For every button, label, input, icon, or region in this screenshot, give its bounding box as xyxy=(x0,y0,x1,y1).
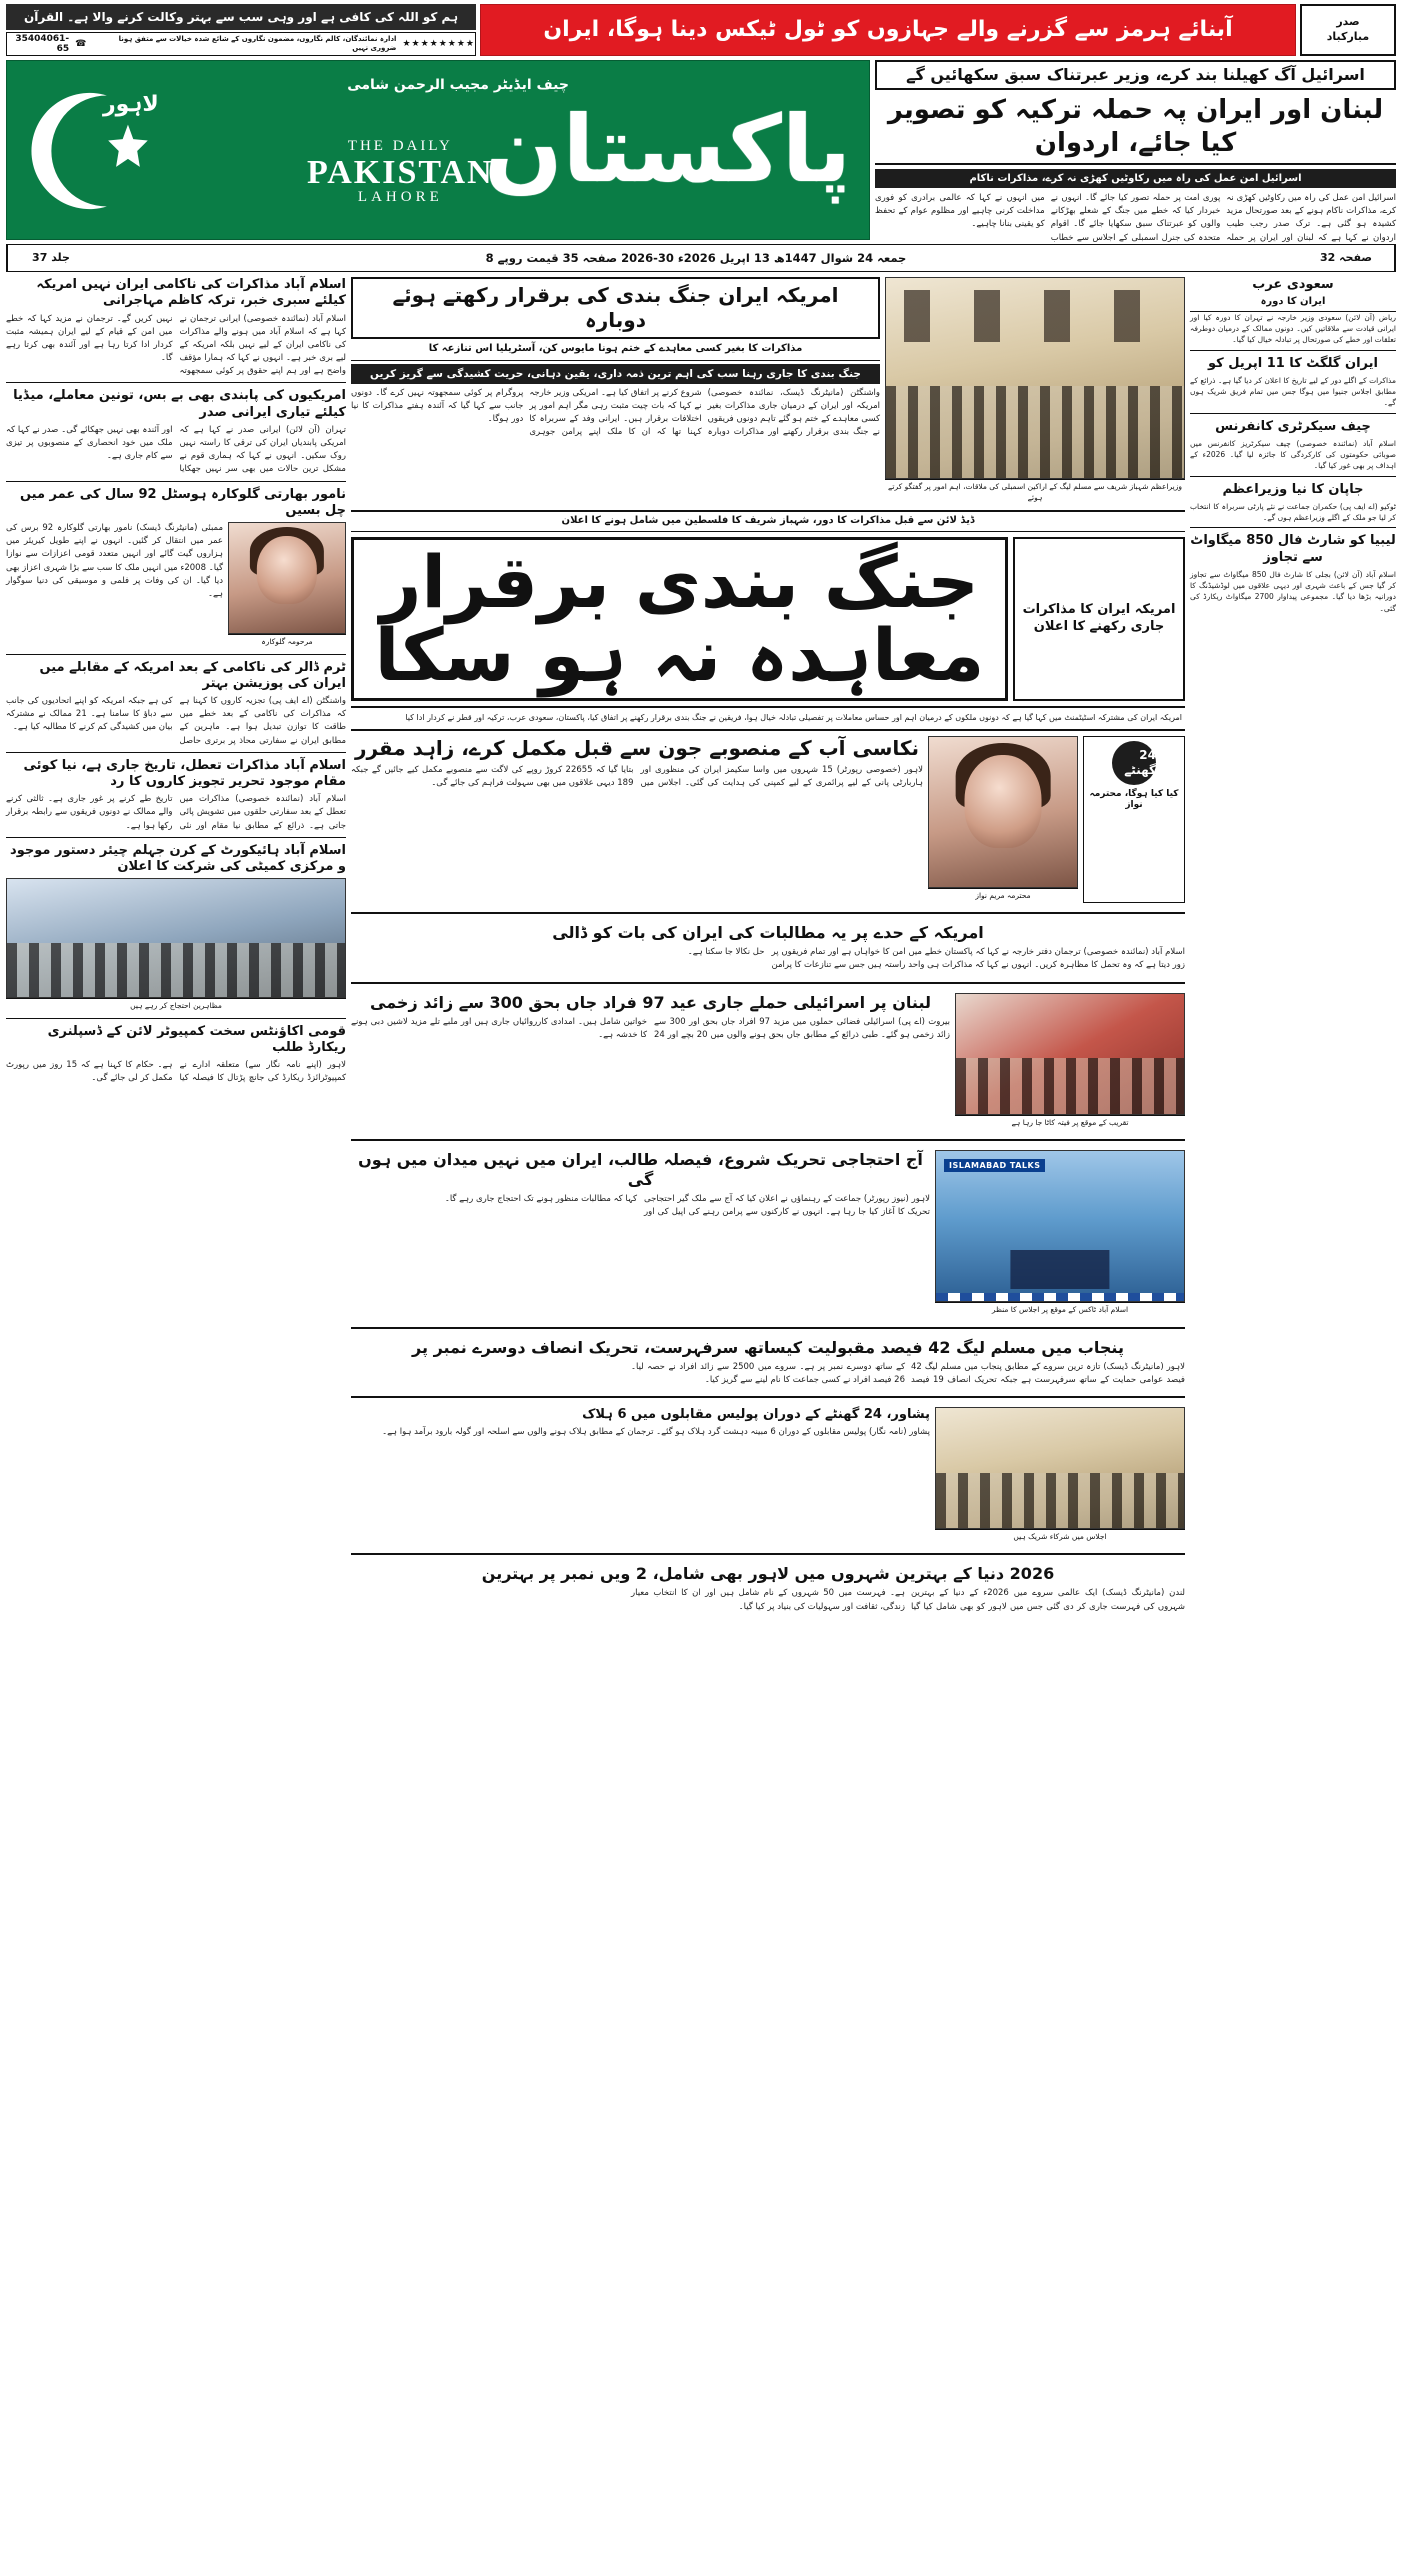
mega-headline-block xyxy=(351,537,1185,702)
lead-left-subhead: اسرائیل امن عمل کی راہ میں رکاوٹیں کھڑی نہ کرے، مذاکرات ناکام xyxy=(875,169,1396,188)
summit-logo: ISLAMABAD TALKS xyxy=(944,1159,1045,1172)
article-body: اسلام آباد (نمائندہ خصوصی) مذاکرات میں تعطل کے بعد سفارتی حلقوں میں تشویش پائی جاتی ہے۔ ذرائع کے مطابق نیا مقام اور نئی تاریخ طے کرنے پر غور جاری ہے۔ ثالثی کرنے والے ممالک نے دونوں فریقوں سے رابطہ برقرار رکھا ہوا ہے۔ xyxy=(6,794,346,831)
lebanon-block xyxy=(351,993,1185,1131)
masthead xyxy=(6,60,870,240)
lead-main-subkicker: مذاکرات کا بغیر کسی معاہدے کے ختم ہونا مایوس کن، آسٹریلیا اس تنازعہ کا xyxy=(351,339,880,361)
article-headline: سعودی عرب xyxy=(1252,277,1334,292)
mid-two-up xyxy=(351,923,1185,972)
article-body: تہران (آن لائن) ایرانی صدر نے کہا ہے کہ امریکی پابندیاں ایران کی ترقی کا راستہ نہیں روک سکیں۔ انہوں نے کہا کہ ہماری قوم نے مشکل ترین حالات میں بھی سر نہیں جھکایا اور آئندہ بھی نہیں جھکائے گی۔ صدر نے کہا کہ ملک میں خود انحصاری کے منصوبوں پر تیزی سے کام جاری ہے۔ xyxy=(6,424,346,475)
stars-decoration: ★★★★★★★★ xyxy=(402,39,475,49)
article-body: اسلام آباد (نمائندہ خصوصی) چیف سیکرٹریز کانفرنس میں صوبائی حکومتوں کی کارکردگی کا جائزہ لیا گیا۔ 2026ء کے اہداف پر بھی غور کیا گیا۔ xyxy=(1190,438,1396,471)
article-headline: لبنان پر اسرائیلی حملے جاری عید 97 فراد جاں بحق 300 سے زائد زخمی xyxy=(370,992,931,1012)
article-headline: نامور بھارتی گلوکارہ ہوسٹل 92 سال کی عمر میں چل بسیں xyxy=(19,486,346,518)
kalma-text: ہم کو اللہ کی کافی ہے اور وہی سب سے بہتر وکالت کرنے والا ہے۔ القرآن xyxy=(6,4,476,30)
photo-table xyxy=(935,1407,1185,1529)
photo-detail xyxy=(956,1058,1184,1113)
president-sub: مبارکباد xyxy=(1326,30,1370,43)
photo-protest xyxy=(6,878,346,998)
article-libya xyxy=(1190,533,1396,618)
article-saudi-arab xyxy=(1190,277,1396,351)
page-count: صفحہ 32 xyxy=(1298,245,1395,271)
badge-24-hours: 24 گھنٹے xyxy=(1112,741,1156,785)
volume-number: جلد 37 xyxy=(7,245,94,271)
lead-top-block xyxy=(351,277,1185,505)
article-body: لندن (مانیٹرنگ ڈیسک) ایک عالمی سروے میں 2026ء کے دنیا کے بہترین شہروں کی فہرست جاری کر دی گئی جس میں لاہور کو بھی شامل کیا گیا ہے۔ فہرست میں 50 شہروں کے نام شامل ہیں اور ان کا انتخاب معیار زندگی، ثقافت اور سہولیات کی بنیاد پر کیا گیا۔ xyxy=(631,1588,1185,1612)
main-grid xyxy=(6,277,1396,1614)
contact-bar xyxy=(6,32,476,56)
right-column xyxy=(6,277,346,1614)
photo-detail xyxy=(7,943,345,997)
article-saudi-arabia xyxy=(6,388,346,481)
article-subhead: ایران کا دورہ xyxy=(1190,296,1396,312)
article-body: لاہور (نیوز رپورٹر) جماعت کے رہنماؤں نے اعلان کیا کہ آج سے ملک گیر احتجاجی تحریک کا آغاز کیا جا رہا ہے۔ انہوں نے کارکنوں سے پرامن رہنے کی اپیل کی اور کہا کہ مطالبات منظور ہونے تک احتجاج جاری رہے گا۔ xyxy=(444,1194,930,1218)
lead-left-kicker: اسرائیل آگ کھیلنا بند کرے، وزیر عبرتناک سبق سکھائیں گے xyxy=(875,60,1396,90)
date-bar xyxy=(6,244,1396,272)
photo-singer xyxy=(228,522,346,634)
article-today-11-april xyxy=(1190,356,1396,414)
article-body: اسلام آباد (نمائندہ خصوصی) ایرانی ترجمان نے کہا ہے کہ اسلام آباد میں ہونے والے مذاکرات کی ناکامی ایران کے لیے نہیں بلکہ امریکہ کے لیے بری خبر ہے۔ انہوں نے کہا کہ ہمارا مؤقف واضح ہے اور ہم اپنے حقوق پر کوئی سمجھوتہ نہیں کریں گے۔ ترجمان نے مزید کہا کہ خطے میں امن کے قیام کے لیے ایران ہمیشہ مثبت کردار ادا کرتا رہا ہے اور آئندہ بھی کرتا رہے گا۔ xyxy=(6,313,346,377)
photo-detail xyxy=(1010,1250,1109,1289)
article-body: پشاور (نامہ نگار) پولیس مقابلوں کے دوران 6 مبینہ دہشت گرد ہلاک ہو گئے۔ ترجمان کے مطابق ہلاک ہونے والوں سے اسلحہ اور گولہ بارود برآمد ہوا ہے۔ xyxy=(382,1427,930,1438)
masthead-daily-label: THE DAILY xyxy=(347,138,453,154)
article-headline: ٹرم ڈالر کی ناکامی کے بعد امریکہ کے مقابلے میں ایران کی پوزیشن بہتر xyxy=(39,659,346,691)
article-headline: امریکیوں کی پابندی بھی بے بس، تونین معاملے، میڈیا کیلئے تیاری ایرانی صدر xyxy=(13,388,346,420)
disclaimer-text: ادارہ نمائندگان، کالم نگاروں، مضمون نگاروں کے شائع شدہ خیالات سے متفق ہونا ضروری نہیں xyxy=(118,35,397,52)
article-body: ریاض (آن لائن) سعودی وزیر خارجہ نے تہران کا دورہ کیا اور ایرانی قیادت سے ملاقاتیں کیں۔ دونوں ممالک کے درمیان دوطرفہ تعلقات اور خطے کی صورتحال پر تبادلہ خیال کیا گیا۔ xyxy=(1190,312,1396,345)
lead-left-headline: لبنان اور ایران پہ حملہ ترکیہ کو تصویر کیا جائے، اردوان xyxy=(875,94,1396,165)
mega-overline: ڈیڈ لائن سے قبل مذاکرات کا دور، شہباز شریف کا فلسطین میں شامل ہونے کا اعلان xyxy=(351,510,1185,532)
article-body: اسلام آباد (آن لائن) بجلی کا شارٹ فال 850 میگاواٹ سے تجاوز کر گیا جس کے باعث شہری اور دیہی علاقوں میں لوڈشیڈنگ کا دورانیہ بڑھا دیا گیا۔ مجموعی پیداوار 2700 میگاواٹ ریکارڈ کی گئی۔ xyxy=(1190,569,1397,613)
photo-ceremony xyxy=(955,993,1185,1115)
maryam-block xyxy=(351,736,1185,904)
mega-side-headline: امریکہ ایران کا مذاکرات جاری رکھنے کا اعلان xyxy=(1013,537,1185,702)
article-peshawar xyxy=(351,1407,930,1545)
photo-caption: مرحومہ گلوکارہ xyxy=(228,634,346,650)
kalma-block xyxy=(6,4,476,56)
lead-left-body: اسرائیل امن عمل کی راہ میں رکاوٹیں کھڑی نہ کرے، مذاکرات ناکام ہونے کے بعد صورتحال مزید کشیدہ ہو گئی ہے۔ ترک صدر رجب طیب اردوان نے کہا ہے کہ لبنان اور ایران پر حملہ پوری امت پر حملہ تصور کیا جائے گا۔ انہوں نے خبردار کیا کہ خطے میں جنگ کے شعلے بھڑکانے والوں کو عبرتناک سبق سکھایا جائے گا۔ اقوام متحدہ کی جنرل اسمبلی کے اجلاس سے خطاب میں انہوں نے کہا کہ عالمی برادری کو فوری مداخلت کرنی چاہیے اور مظلوم عوام کے تحفظ کو یقینی بنانا چاہیے۔ xyxy=(875,193,1396,243)
article-headline: اسلام آباد مذاکرات کی ناکامی ایران نہیں امریکہ کیلئے سبری خبر، ترکہ کاظم مہاجرانی xyxy=(36,277,346,309)
masthead-logo-urdu: پاکستان xyxy=(484,96,851,203)
article-headline: 2026 دنیا کے بہترین شہروں میں لاہور بھی شامل، 2 ویں نمبر پر بہترین xyxy=(481,1564,1055,1584)
article-conference xyxy=(1190,419,1396,477)
badge-caption: کیا کیا ہوگا، محترمہ نواز xyxy=(1089,788,1179,811)
maryam-headline: نکاسی آب کے منصوبے جون سے قبل مکمل کرے، زاہد مقرر xyxy=(354,735,920,760)
photo-caption: تقریب کے موقع پر فیتہ کاٹا جا رہا ہے xyxy=(955,1115,1185,1131)
photo-detail xyxy=(936,1473,1184,1528)
masthead-row xyxy=(6,60,1396,243)
photo-detail xyxy=(257,536,317,604)
article-survey xyxy=(351,1338,1185,1387)
article-discipline xyxy=(6,1024,346,1090)
article-body: ممبئی (مانیٹرنگ ڈیسک) نامور بھارتی گلوکارہ 92 برس کی عمر میں انتقال کر گئیں۔ انہوں نے اپنے طویل کیریئر میں ہزاروں گیت گائے اور انہیں متعدد قومی اعزازات سے نوازا گیا۔ 2008ء میں انہیں ملک کا سب سے بڑا شہری اعزاز بھی دیا گیا۔ ان کی وفات پر فلمی و موسیقی کی دنیا سوگوار ہے۔ xyxy=(6,523,223,599)
article-cities-2026 xyxy=(351,1564,1185,1613)
article-headline: قومی اکاؤنٹس سخت کمپیوٹر لائن کے ڈسپلنری ریکارڈ طلب xyxy=(47,1023,346,1055)
peshawar-block xyxy=(351,1407,1185,1545)
article-body: اسلام آباد (نمائندہ خصوصی) ترجمان دفتر خارجہ نے کہا کہ پاکستان خطے میں امن کا خواہاں ہے اور تمام فریقوں پر زور دیتا ہے کہ وہ تحمل کا مظاہرہ کریں۔ انہوں نے کہا کہ مذاکرات ہی واحد راستہ ہیں جس سے تنازعات کا پرامن حل نکالا جا سکتا ہے۔ xyxy=(687,947,1185,971)
movement-block xyxy=(351,1150,1185,1318)
masthead-english xyxy=(307,139,494,206)
article-headline: لیبیا کو شارٹ فال 850 میگاواٹ سے تجاوز xyxy=(1190,533,1396,565)
masthead-editor: چیف ایڈیٹر مجیب الرحمن شامی xyxy=(347,77,569,93)
middle-column xyxy=(351,277,1185,1614)
photo-detail xyxy=(965,755,1042,848)
article-japan xyxy=(1190,482,1396,529)
article-body: مذاکرات کے اگلے دور کے لیے تاریخ کا اعلان کر دیا گیا ہے۔ ذرائع کے مطابق اجلاس جنیوا میں ہوگا جس میں تمام فریق شریک ہوں گے۔ xyxy=(1190,375,1396,408)
divider xyxy=(351,1396,1185,1398)
mega-strip-text: امریکہ ایران کی مشترکہ اسٹیٹمنٹ میں کہا گیا ہے کہ دونوں ملکوں کے درمیان اہم اور حساس معاملات پر تفصیلی تبادلہ خیال ہوا، فریقین نے جنگ بندی برقرار رکھنے پر اتفاق کیا، پاکستان، سعودی عرب، ترکیہ اور قطر نے کردار ادا کیا xyxy=(351,706,1185,730)
mega-headline: جنگ بندی برقرار معاہدہ نہ ہو سکا xyxy=(374,539,985,697)
masthead-name-label: PAKISTAN xyxy=(307,153,494,191)
photo-detail xyxy=(904,290,1166,342)
lead-left-story xyxy=(875,60,1396,243)
telephone-icon: ☎ xyxy=(75,39,87,49)
photo-maryam xyxy=(928,736,1078,888)
top-strip xyxy=(6,4,1396,56)
photo-summit xyxy=(935,1150,1185,1302)
article-headline: پنجاب میں مسلم لیگ 42 فیصد مقبولیت کیساتھ سرفہرست، تحریک انصاف دوسرے نمبر پر xyxy=(412,1337,1124,1357)
divider xyxy=(351,912,1185,914)
article-position-better xyxy=(6,660,346,753)
article-body: ٹوکیو (اے ایف پی) حکمران جماعت نے نئے پارٹی سربراہ کا انتخاب کر لیا جو ملک کے اگلے وزیراعظم ہوں گے۔ xyxy=(1190,501,1396,522)
article-headline: ایران گلگٹ کا 11 اپریل کو xyxy=(1208,355,1378,371)
article-headline: پشاور، 24 گھنٹے کے دوران پولیس مقابلوں میں 6 ہلاک xyxy=(582,1406,930,1422)
article-body: لاہور (اپنے نامہ نگار سے) متعلقہ ادارے نے کمپیوٹرائزڈ ریکارڈ کی جانچ پڑتال کا فیصلہ کیا ہے۔ حکام کا کہنا ہے کہ 15 روز میں رپورٹ مکمل کر لی جائے گی۔ xyxy=(6,1060,346,1084)
article-body: لاہور (مانیٹرنگ ڈیسک) تازہ ترین سروے کے مطابق پنجاب میں مسلم لیگ 42 فیصد عوامی حمایت کے ساتھ سرفہرست ہے جبکہ تحریک انصاف 19 فیصد کے ساتھ دوسرے نمبر پر ہے۔ سروے میں 2500 سے زائد افراد نے حصہ لیا۔ 26 فیصد افراد نے کسی جماعت کا نام لینے سے گریز کیا۔ xyxy=(631,1361,1185,1385)
masthead-city-label: LAHORE xyxy=(357,189,443,206)
phone-number: 35404061-65 xyxy=(15,34,70,54)
article-islamabad-talks xyxy=(6,277,346,383)
red-breaking-banner: آبنائے ہرمز سے گزرنے والے جہازوں کو ٹول ٹیکس دینا ہوگا، ایران xyxy=(480,4,1296,56)
crescent-star-icon xyxy=(25,85,157,217)
article-headline: جاپان کا نیا وزیراعظم xyxy=(1222,481,1364,497)
article-headline: اسلام آباد ہائیکورٹ کے کرن جہلم چیئر دستور موجود و مرکزی کمیٹی کی شرکت کا اعلان xyxy=(10,842,346,874)
photo-detail xyxy=(936,1293,1184,1301)
article-us-demands xyxy=(351,923,1185,972)
president-label: صدر xyxy=(1336,15,1360,29)
photo-meeting xyxy=(885,277,1185,479)
photo-caption: اجلاس میں شرکاء شریک ہیں xyxy=(935,1529,1185,1545)
article-women-protest xyxy=(6,843,346,1019)
divider xyxy=(351,982,1185,984)
lead-main-blackbar: جنگ بندی کا جاری رہنا سب کی اہم ترین ذمہ داری، یقین دہانی، حریت کشیدگی سے گریز کریں xyxy=(351,364,880,384)
divider xyxy=(351,1553,1185,1555)
photo-detail xyxy=(886,386,1184,478)
article-92-years xyxy=(6,487,346,655)
divider xyxy=(351,1327,1185,1329)
article-headline: امریکہ کے حدے پر یہ مطالبات کی ایران کی بات کو ڈالی xyxy=(552,923,984,943)
photo-caption: محترمہ مریم نواز xyxy=(928,888,1078,904)
article-body: بیروت (اے پی) اسرائیلی فضائی حملوں میں مزید 97 افراد جاں بحق اور 300 سے زائد زخمی ہو گئے۔ طبی ذرائع کے مطابق جاں بحق ہونے والوں میں 20 بچے اور 24 خواتین شامل ہیں۔ امدادی کارروائیاں جاری ہیں اور ملبے تلے مزید لاشیں دبی ہونے کا خدشہ ہے۔ xyxy=(351,1016,950,1040)
left-column xyxy=(1190,277,1396,1614)
masthead-city: لاہور xyxy=(103,92,159,117)
lead-main-kicker: امریکہ ایران جنگ بندی کی برقرار رکھتے ہوئے دوبارہ xyxy=(351,277,880,339)
maryam-body: لاہور (خصوصی رپورٹر) 15 شہروں میں واسا سکیمز ایران کی منظوری اور ہاربارٹی پانی کے لیے پرائمری کے لیے کمپنی کی ہدایت کی گئی۔ اجلاس میں بتایا گیا کہ 22655 کروڑ روپے کی لاگت سے منصوبے مکمل کیے جائیں گے جبکہ 189 دیہی علاقوں میں بھی سہولت فراہم کی جائے گی۔ xyxy=(351,764,923,788)
article-headline: آج احتجاجی تحریک شروع، فیصلہ طالب، ایران میں نہیں میدان میں ہوں گی xyxy=(358,1150,923,1190)
article-lebanon xyxy=(351,993,950,1131)
article-body: واشنگٹن (اے ایف پی) تجزیہ کاروں کا کہنا ہے کہ مذاکرات کی ناکامی کے بعد خطے میں طاقت کا توازن تبدیل ہوا ہے۔ ماہرین کے مطابق ایران نے سفارتی محاذ پر برتری حاصل کی ہے جبکہ امریکہ کو اپنے اتحادیوں کی جانب سے دباؤ کا سامنا ہے۔ 21 ممالک نے مشترکہ بیان میں کشیدگی کم کرنے کا مطالبہ کیا ہے۔ xyxy=(6,696,346,746)
photo-caption: مظاہرین احتجاج کر رہے ہیں xyxy=(6,998,346,1014)
lead-main-body: واشنگٹن (مانیٹرنگ ڈیسک، نمائندہ خصوصی) امریکہ اور ایران کے درمیان جاری مذاکرات بغیر کسی معاہدے کے ختم ہو گئے تاہم دونوں فریقوں نے جنگ بندی برقرار رکھنے اور مذاکرات دوبارہ شروع کرنے پر اتفاق کیا ہے۔ امریکی وزیر خارجہ نے کہا کہ بات چیت مثبت رہی مگر اہم امور پر اختلافات برقرار ہیں۔ ایرانی وفد کے سربراہ کا کہنا تھا کہ ان کا ملک اپنے پرامن جوہری پروگرام پر کوئی سمجھوتہ نہیں کرے گا۔ دونوں جانب سے کہا گیا کہ آئندہ ہفتے مذاکرات کا نیا دور ہوگا۔ xyxy=(351,387,880,438)
divider xyxy=(351,1139,1185,1141)
photo-caption: وزیراعظم شہباز شریف سے مسلم لیگ کے اراکین اسمبلی کی ملاقات، اہم امور پر گفتگو کرتے ہوئے xyxy=(885,479,1185,505)
article-headline: اسلام آباد مذاکرات تعطل، تاریخ جاری ہے، نیا کوئی مقام موجود تحریر تجویز کاروں کا رد xyxy=(23,757,346,789)
article-movement xyxy=(351,1150,930,1318)
issue-date: جمعہ 24 شوال 1447ھ 13 اپریل 2026ء 30-2026 صفحہ 35 قیمت روپے 8 xyxy=(485,250,907,265)
president-box xyxy=(1300,4,1396,56)
article-headline: چیف سیکرٹری کانفرنس xyxy=(1215,418,1371,434)
article-islamabad-negotiations xyxy=(6,758,346,838)
photo-caption: اسلام آباد ٹاکس کے موقع پر اجلاس کا منظر xyxy=(935,1302,1185,1318)
